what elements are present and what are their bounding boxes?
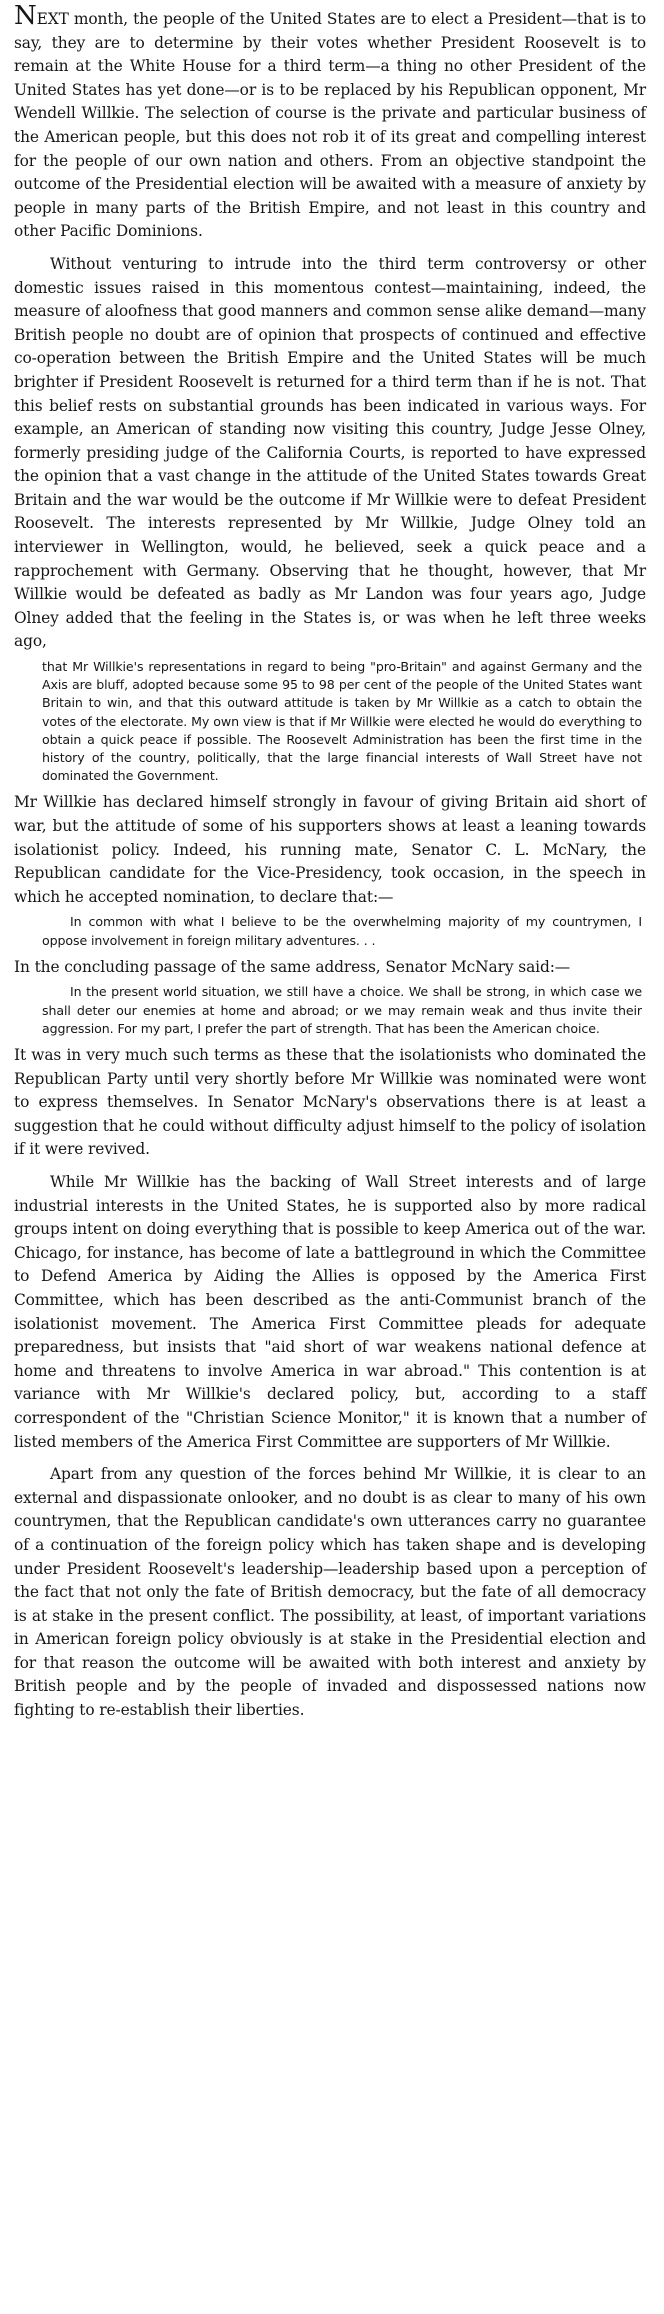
- paragraph-6: While Mr Willkie has the backing of Wall Street interests and of large industrial interests in the United States, he is supported also by more radical groups intent on doing everything that is possible to keep America out of the war. Chicago, for instance, has become of late a battleground in which the Committee to Defend America by Aiding the Allies is opposed by the America First Committee, which has been described as the anti-Communist branch of the isolationist movement. The America First Committee pleads for adequate preparedness, but insists that "aid short of war weakens national defence at home and threatens to involve America in war abroad." This contention is at variance with Mr Willkie's declared policy, but, according to a staff correspondent of the "Christian Science Monitor," it is known that a number of listed members of the America First Committee are supporters of Mr Willkie.: [14, 1173, 646, 1451]
- quote-mcnary-2: In the present world situation, we still have a choice. We shall be strong, in which case we shall deter our enemies at home and abroad; or we may remain weak and thus invite their aggression. For my part, I prefer the part of strength. That has been the American choice.: [42, 984, 642, 1036]
- drop-cap: N: [14, 1, 37, 31]
- paragraph-5: It was in very much such terms as these that the isolationists who dominated the Republican Party until very shortly before Mr Willkie was nominated were wont to express themselves. In Senator McNary's observations there is at least a suggestion that he could without difficulty adjust himself to the policy of isolation if it were revived.: [14, 1046, 646, 1159]
- paragraph-1: [14, 1, 646, 244]
- paragraph-3: Mr Willkie has declared himself strongly in favour of giving Britain aid short of war, but the attitude of some of his supporters shows at least a leaning towards isolationist policy. Indeed, his running mate, Senator C. L. McNary, the Republican candidate for the Vice-Presidency, took occasion, in the speech in which he accepted nomination, to declare that:—: [14, 793, 646, 906]
- paragraph-7: Apart from any question of the forces behind Mr Willkie, it is clear to an external and dispassionate onlooker, and no doubt is as clear to many of his own countrymen, that the Republican candidate's own utterances carry no guarantee of a continuation of the foreign policy which has taken shape and is developing under President Roosevelt's leadership—leadership based upon a perception of the fact that not only the fate of British democracy, but the fate of all democracy is at stake in the present conflict. The possibility, at least, of important variations in American foreign policy obviously is at stake in the Presidential election and for that reason the outcome will be awaited with both interest and anxiety by British people and by the people of invaded and dispossessed nations now fighting to re-establish their liberties.: [14, 1465, 646, 1720]
- paragraph-2: Without venturing to intrude into the third term controversy or other domestic issues raised in this momentous contest—maintaining, indeed, the measure of aloofness that good manners and common sense alike demand—many British people no doubt are of opinion that prospects of continued and effective co-operation between the British Empire and the United States will be much brighter if President Roosevelt is returned for a third term than if he is not. That this belief rests on substantial grounds has been indicated in various ways. For example, an American of standing now visiting this country, Judge Jesse Olney, formerly presiding judge of the California Courts, is reported to have expressed the opinion that a vast change in the attitude of the United States towards Great Britain and the war would be the outcome if Mr Willkie were to defeat President Roosevelt. The interests represented by Mr Willkie, Judge Olney told an interviewer in Wellington, would, he believed, seek a quick peace and a rapprochement with Germany. Observing that he thought, however, that Mr Willkie would be defeated as badly as Mr Landon was four years ago, Judge Olney added that the feeling in the States is, or was when he left three weeks ago,: [14, 254, 646, 651]
- quote-olney: that Mr Willkie's representations in regard to being "pro-Britain" and against Germany and the Axis are bluff, adopted because some 95 to 98 per cent of the people of the United States want Britain to win, and that this outward attitude is taken by Mr Willkie as a catch to obtain the votes of the electorate. My own view is that if Mr Willkie were elected he would do everything to obtain a quick peace if possible. The Roosevelt Administration has been the first time in the history of the country, politically, that the large financial interests of Wall Street have not dominated the Government.: [42, 659, 642, 784]
- quote-mcnary-1: In common with what I believe to be the overwhelming majority of my countrymen, I oppose involvement in foreign military adventures. . .: [42, 914, 642, 948]
- paragraph-1-text: EXT month, the people of the United States are to elect a President—that is to say, they are to determine by their votes whether President Roosevelt is to remain at the White House for a third term—a thing no other President of the United States has yet done—or is to be replaced by his Republican opponent, Mr Wendell Willkie. The selection of course is the private and particular business of the American people, but this does not rob it of its great and compelling interest for the people of our own nation and others. From an objective standpoint the outcome of the Presidential election will be awaited with a measure of anxiety by people in many parts of the British Empire, and not least in this country and other Pacific Dominions.: [14, 10, 646, 241]
- paragraph-4: In the concluding passage of the same address, Senator McNary said:—: [14, 957, 571, 976]
